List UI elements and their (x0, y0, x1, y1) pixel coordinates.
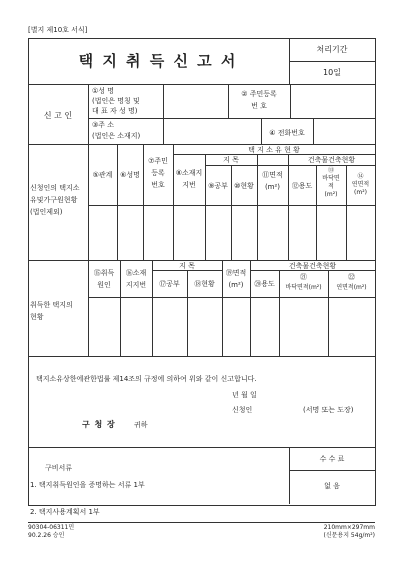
acq-col-location: 지지번 (125, 281, 147, 289)
acquired-section-label: 현황 (30, 313, 44, 321)
acq-building-header: 건축물건축현황 (288, 262, 337, 270)
paper-size: 210mm×297mm (323, 524, 375, 531)
divider (28, 144, 375, 145)
col-resident-number: ⑦주민 (148, 157, 168, 165)
col-relation: ⑤관계 (92, 171, 113, 179)
documents-label: 구비서류 (45, 464, 73, 472)
address-field[interactable] (164, 119, 260, 143)
fee-value: 없 음 (324, 482, 340, 490)
address-label: ③주 소 (92, 121, 115, 129)
acq-land-header: 지 목 (179, 262, 195, 270)
col-area: (m²) (264, 183, 281, 191)
applicant-section-label: 신 고 인 (43, 111, 73, 120)
col-floor-area: 바닥면 (322, 175, 340, 182)
col-total-area: (m²) (354, 189, 367, 196)
acquired-section-label: 취득한 택지의 (30, 301, 73, 309)
col-use: ⑫용도 (291, 182, 313, 190)
form-title: 택 지 취 득 신 고 서 (78, 52, 238, 70)
acq-col-location: ⑯소재 (125, 269, 147, 277)
acq-col-official: ⑰공부 (159, 280, 180, 288)
col-official: ⑨공부 (208, 182, 228, 190)
col-name: ⑥성명 (120, 171, 140, 179)
acq-col-area: (m²) (228, 281, 244, 289)
col-area: ⑪면적 (262, 171, 283, 179)
acq-col-use: ⑳용도 (254, 280, 275, 288)
col-location: ⑧소재지 (175, 169, 203, 177)
col-floor-area: ⑬ (327, 167, 334, 174)
declaration-text: 택지소유상한에관한법률 제14조의 규정에 의하여 위와 같이 신고합니다. (36, 375, 257, 383)
holding-group-header: 택 지 소 유 현 황 (248, 146, 300, 154)
divider (28, 260, 375, 261)
divider (250, 270, 375, 271)
holding-land-header: 지 목 (223, 156, 239, 164)
col-resident-number: 번호 (151, 181, 165, 189)
divider (289, 470, 375, 471)
form-code: 90304-06311민 (28, 524, 75, 531)
divider (289, 61, 375, 62)
col-floor-area: (m²) (324, 191, 338, 198)
acq-col-floor-area: 바닥면적(m²) (285, 284, 322, 291)
acq-col-current: ⑱현황 (194, 280, 215, 288)
phone-label: ④ 전화번호 (269, 129, 305, 137)
divider (28, 447, 375, 448)
declaration-date: 년 월 일 (232, 391, 257, 399)
divider (88, 84, 89, 144)
holding-section-label: 신청인의 택지소 (30, 184, 80, 192)
col-total-area: 연면적 (351, 181, 370, 188)
name-field[interactable] (164, 85, 227, 117)
form-number: [별지 제10호 서식] (28, 26, 88, 34)
document-item: 1. 택지취득원인을 증명하는 서류 1부 (30, 481, 145, 489)
processing-period-label: 처리기간 (316, 45, 348, 54)
processing-period-value: 10일 (323, 68, 341, 77)
fee-label: 수 수 료 (319, 455, 345, 463)
signature-note: (서명 또는 도장) (303, 406, 354, 414)
holding-section-label: (법인제외) (30, 208, 63, 216)
paper-spec: (신문용지 54g/m²) (323, 532, 375, 539)
holding-section-label: 유및가구원현황 (30, 196, 78, 204)
recipient-suffix: 귀하 (134, 421, 148, 429)
name-label: 대 표 자 성 명) (92, 107, 138, 115)
resident-number-label: ② 주민등록 (241, 90, 277, 98)
col-location: 지번 (182, 181, 196, 189)
acq-col-floor-area: ㉑ (300, 273, 307, 281)
acq-col-area: ⑲면적 (225, 269, 247, 277)
col-resident-number: 등록 (151, 169, 165, 177)
divider (173, 154, 375, 155)
acq-col-total-area: 연면적(m²) (336, 284, 367, 291)
recipient: 구 청 장 (82, 420, 116, 429)
acquired-data-area[interactable] (89, 298, 374, 355)
document-item: 2. 택지사용계획서 1부 (30, 508, 100, 516)
name-label: ①성 명 (92, 87, 115, 95)
approval-date: 90.2.26 승인 (28, 532, 65, 539)
col-current: ⑩현황 (234, 182, 254, 190)
acq-col-cause: 원인 (97, 281, 111, 289)
name-label: (법인은 명칭 및 (92, 97, 140, 105)
address-label: (법인은 소재지) (92, 132, 141, 140)
resident-number-label: 번 호 (251, 102, 267, 110)
acq-col-cause: ⑮취득 (93, 269, 115, 277)
col-floor-area: 적 (328, 183, 334, 190)
divider (228, 84, 229, 118)
holding-building-header: 건축물건축현황 (307, 156, 356, 164)
holding-data-area[interactable] (89, 206, 374, 259)
footer-rule (28, 522, 375, 523)
phone-field[interactable] (314, 119, 373, 143)
resident-number-field[interactable] (291, 85, 373, 117)
applicant-signature-label: 신청인 (232, 406, 253, 414)
col-total-area: ⑭ (357, 173, 364, 180)
acq-col-total-area: ㉒ (348, 273, 355, 281)
divider (28, 356, 375, 357)
